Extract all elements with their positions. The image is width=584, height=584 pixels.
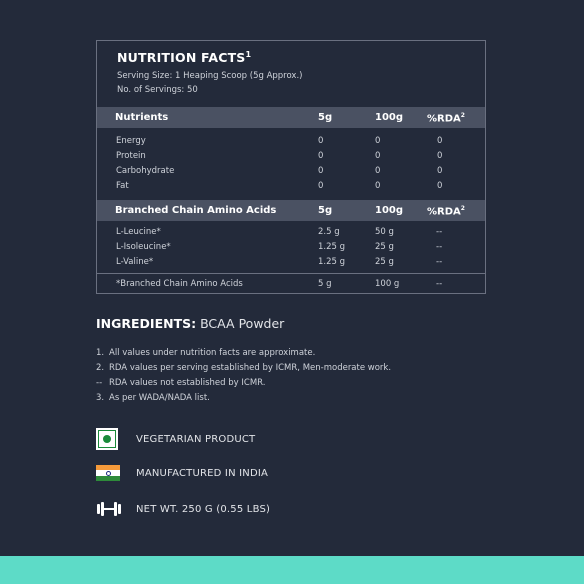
amino-5g: 1.25 g	[318, 242, 346, 252]
nutrient-5g: 0	[318, 181, 324, 191]
col-100g: 100g	[375, 112, 404, 123]
servings-count: No. of Servings: 50	[117, 85, 198, 95]
net-weight-label: NET WT. 250 G (0.55 LBS)	[136, 504, 271, 515]
accent-footer-bar	[0, 556, 584, 584]
col-rda: %RDA$^2$	[427, 205, 465, 218]
nutrient-100g: 0	[375, 166, 381, 176]
bcaa-header	[97, 200, 485, 221]
footnote-text: As per WADA/NADA list.	[109, 393, 210, 403]
footnote-marker: 1.	[96, 348, 105, 358]
amino-5g: 1.25 g	[318, 257, 346, 267]
col-5g: 5g	[318, 112, 333, 123]
amino-rda: --	[436, 242, 443, 252]
ingredients-value: BCAA Powder	[200, 316, 285, 331]
amino-name: L-Isoleucine*	[116, 242, 171, 252]
amino-100g: 50 g	[375, 227, 394, 237]
footnote	[96, 363, 391, 373]
amino-rda: --	[436, 257, 443, 267]
veg-mark-icon	[96, 428, 118, 450]
footnote-marker: --	[96, 378, 103, 388]
nutrient-rda: 0	[437, 166, 443, 176]
title-superscript: 1	[245, 50, 252, 59]
ingredients-line	[96, 316, 284, 331]
vegetarian-label: VEGETARIAN PRODUCT	[136, 434, 256, 445]
nutrient-name: Fat	[116, 181, 129, 191]
amino-name: L-Leucine*	[116, 227, 161, 237]
nutrition-facts-panel	[96, 40, 486, 294]
col-rda: %RDA$^2$	[427, 112, 465, 125]
footnote	[96, 393, 210, 403]
serving-size: Serving Size: 1 Heaping Scoop (5g Approx.)	[117, 71, 303, 81]
col-100g: 100g	[375, 205, 404, 216]
footnote-text: RDA values not established by ICMR.	[109, 378, 266, 388]
footnote-marker: 3.	[96, 393, 105, 403]
ingredients-label: INGREDIENTS:	[96, 316, 197, 331]
amino-name: L-Valine*	[116, 257, 154, 267]
nutrient-rda: 0	[437, 136, 443, 146]
amino-rda: --	[436, 227, 443, 237]
nutrient-rda: 0	[437, 181, 443, 191]
col-nutrients: Nutrients	[115, 112, 169, 123]
col-5g: 5g	[318, 205, 333, 216]
amino-5g: 2.5 g	[318, 227, 340, 237]
amino-100g: 25 g	[375, 242, 394, 252]
nutrient-100g: 0	[375, 151, 381, 161]
nutrient-name: Energy	[116, 136, 146, 146]
nutrient-rda: 0	[437, 151, 443, 161]
dumbbell-icon	[96, 500, 122, 518]
india-flag-icon	[96, 465, 120, 481]
nutrients-header	[97, 107, 485, 128]
table-divider	[97, 273, 485, 274]
bcaa-total-100g: 100 g	[375, 279, 400, 289]
footnote	[96, 348, 315, 358]
amino-100g: 25 g	[375, 257, 394, 267]
nutrient-5g: 0	[318, 136, 324, 146]
india-label: MANUFACTURED IN INDIA	[136, 468, 269, 479]
bcaa-total-rda: --	[436, 279, 443, 289]
footnote-text: All values under nutrition facts are approximate.	[109, 348, 316, 358]
footnote	[96, 378, 265, 388]
nutrient-name: Carbohydrate	[116, 166, 175, 176]
nutrient-5g: 0	[318, 151, 324, 161]
bcaa-total-name: *Branched Chain Amino Acids	[116, 279, 243, 289]
bcaa-total-5g: 5 g	[318, 279, 332, 289]
col-bcaa: Branched Chain Amino Acids	[115, 205, 277, 216]
nutrient-5g: 0	[318, 166, 324, 176]
nutrient-name: Protein	[116, 151, 146, 161]
nutrition-facts-title: NUTRITION FACTS$^1$	[117, 50, 252, 66]
footnote-text: RDA values per serving established by ICMR, Men-moderate work.	[109, 363, 392, 373]
nutrient-100g: 0	[375, 181, 381, 191]
nutrient-100g: 0	[375, 136, 381, 146]
footnote-marker: 2.	[96, 363, 105, 373]
